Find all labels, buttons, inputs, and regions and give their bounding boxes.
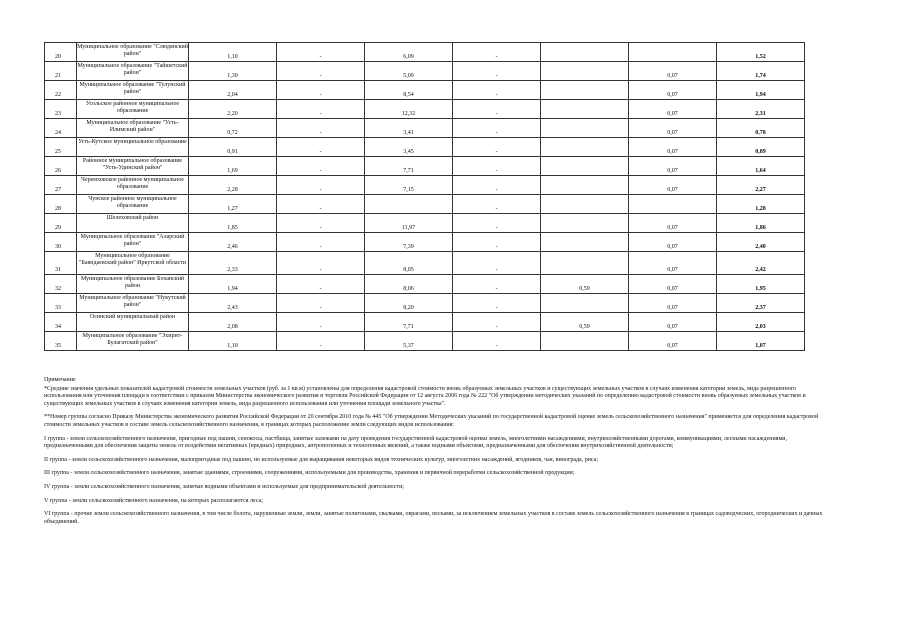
value-cell-5 bbox=[541, 43, 629, 62]
value-cell-2: - bbox=[277, 138, 365, 157]
total-value-cell: 2,37 bbox=[717, 294, 805, 313]
municipality-name-cell: Чунское районное муниципальное образование bbox=[77, 195, 189, 214]
value-cell-5 bbox=[541, 294, 629, 313]
table-row bbox=[45, 138, 805, 157]
value-cell-5 bbox=[541, 138, 629, 157]
table-row bbox=[45, 313, 805, 332]
value-cell-2: - bbox=[277, 100, 365, 119]
value-cell-5: 0,59 bbox=[541, 275, 629, 294]
municipality-name-cell: Осинский муниципальный район bbox=[77, 313, 189, 332]
total-value-cell: 1,64 bbox=[717, 157, 805, 176]
value-cell-4: - bbox=[453, 81, 541, 100]
row-number-cell: 28 bbox=[45, 195, 77, 214]
row-number-cell: 30 bbox=[45, 233, 77, 252]
municipality-name-cell: Черемховское районное муниципальное образование bbox=[77, 176, 189, 195]
municipality-name-cell: Усть-Кутское муниципальное образование bbox=[77, 138, 189, 157]
value-cell-6: 0,07 bbox=[629, 100, 717, 119]
value-cell-3: 3,45 bbox=[365, 138, 453, 157]
value-cell-5 bbox=[541, 157, 629, 176]
total-value-cell: 1,86 bbox=[717, 214, 805, 233]
table-row bbox=[45, 214, 805, 233]
municipality-name-cell: Муниципальное образование "Усть-Илимский район" bbox=[77, 119, 189, 138]
row-number-cell: 31 bbox=[45, 252, 77, 275]
municipality-name-cell: Муниципальное образование "Тайшетский район" bbox=[77, 62, 189, 81]
total-value-cell: 2,31 bbox=[717, 100, 805, 119]
value-cell-4: - bbox=[453, 176, 541, 195]
value-cell-3: 12,32 bbox=[365, 100, 453, 119]
value-cell-3: 7,15 bbox=[365, 176, 453, 195]
value-cell-2: - bbox=[277, 313, 365, 332]
row-number-cell: 25 bbox=[45, 138, 77, 157]
value-cell-3: 7,39 bbox=[365, 233, 453, 252]
value-cell-6: 0,07 bbox=[629, 62, 717, 81]
value-cell-2: - bbox=[277, 275, 365, 294]
group-3-description: III группа - земли сельскохозяйственного назначения, занятые зданиями, строениями, сооружениями, используемыми для производства, хранения и первичной переработки сельскохозяйственной продукции; bbox=[44, 470, 575, 477]
value-cell-3: 6,09 bbox=[365, 43, 453, 62]
municipality-name-cell: Муниципальное образование "Тулунский район" bbox=[77, 81, 189, 100]
municipality-name-cell: Муниципальное образование "Аларский район" bbox=[77, 233, 189, 252]
value-cell-1: 1,94 bbox=[189, 275, 277, 294]
notes-heading: Примечание bbox=[44, 377, 76, 383]
total-value-cell: 1,28 bbox=[717, 195, 805, 214]
value-cell-2: - bbox=[277, 157, 365, 176]
total-value-cell: 0,78 bbox=[717, 119, 805, 138]
table-row bbox=[45, 195, 805, 214]
row-number-cell: 32 bbox=[45, 275, 77, 294]
value-cell-1: 2,43 bbox=[189, 294, 277, 313]
table-row bbox=[45, 119, 805, 138]
total-value-cell: 2,42 bbox=[717, 252, 805, 275]
municipality-name-cell: Муниципальное образование "Эхирит-Булагатский район" bbox=[77, 332, 189, 351]
value-cell-3: 5,09 bbox=[365, 62, 453, 81]
table-row bbox=[45, 157, 805, 176]
notes-section bbox=[44, 377, 834, 532]
row-number-cell: 33 bbox=[45, 294, 77, 313]
value-cell-1: 1,85 bbox=[189, 214, 277, 233]
value-cell-2: - bbox=[277, 62, 365, 81]
value-cell-1: 0,72 bbox=[189, 119, 277, 138]
table-row bbox=[45, 176, 805, 195]
value-cell-4: - bbox=[453, 100, 541, 119]
value-cell-4: - bbox=[453, 138, 541, 157]
row-number-cell: 24 bbox=[45, 119, 77, 138]
municipality-name-cell: Муниципальное образование "Нукутский район" bbox=[77, 294, 189, 313]
value-cell-4: - bbox=[453, 275, 541, 294]
value-cell-5 bbox=[541, 81, 629, 100]
total-value-cell: 1,74 bbox=[717, 62, 805, 81]
value-cell-3: 11,97 bbox=[365, 214, 453, 233]
row-number-cell: 26 bbox=[45, 157, 77, 176]
value-cell-2: - bbox=[277, 252, 365, 275]
value-cell-6: 0,07 bbox=[629, 294, 717, 313]
row-number-cell: 35 bbox=[45, 332, 77, 351]
table-row bbox=[45, 62, 805, 81]
total-value-cell: 2,40 bbox=[717, 233, 805, 252]
value-cell-5 bbox=[541, 233, 629, 252]
note-paragraph-1: *Средние значения удельных показателей кадастровой стоимости земельных участков (руб. за 1 кв.м) установлены для определения кадастровой стоимости вновь образуемых земельных участков и существующих земельных участков в случаях изменения категории земель, вида разрешенного использования или уточнения площади в соответствии с приказом Министерства экономического развития и торговли Российской Федерации от 12 августа 2006 года № 222 "Об утверждении методических указаний по определению кадастровой стоимости вновь образуемых земельных участков и существующих земельных участков в случаях изменения категории земель, вида разрешенного использования или уточнения площади земельного участка". bbox=[44, 385, 806, 407]
municipality-name-cell: Районное муниципальное образование "Усть-Удинский район" bbox=[77, 157, 189, 176]
total-value-cell: 1,07 bbox=[717, 332, 805, 351]
value-cell-6: 0,07 bbox=[629, 81, 717, 100]
value-cell-3: 7,71 bbox=[365, 313, 453, 332]
group-1-description: I группа - земли сельскохозяйственного назначения, пригодные под пашни, сенокосы, пастбища, занятые залежами на дату проведения государственной кадастровой оценки земель, многолетними насаждениями, внутрихозяйственными дорогами, коммуникациями, лесными насаждениями, предназначенными для обеспечения защиты земель от воздействия негативных (вредных) природных, антропогенных и техногенных явлений, а также водными объектами, предназначенными для обеспечения внутрихозяйственной деятельности; bbox=[44, 435, 787, 450]
value-cell-1: 1,69 bbox=[189, 157, 277, 176]
value-cell-4: - bbox=[453, 294, 541, 313]
municipality-name-cell: Усольское районное муниципальное образование bbox=[77, 100, 189, 119]
value-cell-4: - bbox=[453, 62, 541, 81]
value-cell-5 bbox=[541, 100, 629, 119]
table-row bbox=[45, 43, 805, 62]
value-cell-1: 2,08 bbox=[189, 313, 277, 332]
table-body bbox=[45, 43, 805, 351]
value-cell-2: - bbox=[277, 195, 365, 214]
row-number-cell: 29 bbox=[45, 214, 77, 233]
total-value-cell: 1,94 bbox=[717, 81, 805, 100]
value-cell-1: 2,28 bbox=[189, 176, 277, 195]
value-cell-5 bbox=[541, 214, 629, 233]
table-row bbox=[45, 332, 805, 351]
table-row bbox=[45, 233, 805, 252]
value-cell-6: 0,07 bbox=[629, 119, 717, 138]
value-cell-3: 5,37 bbox=[365, 332, 453, 351]
value-cell-4: - bbox=[453, 313, 541, 332]
value-cell-5: 0,59 bbox=[541, 313, 629, 332]
total-value-cell: 1,52 bbox=[717, 43, 805, 62]
row-number-cell: 23 bbox=[45, 100, 77, 119]
value-cell-3: 8,20 bbox=[365, 294, 453, 313]
value-cell-6: 0,07 bbox=[629, 233, 717, 252]
value-cell-3: 8,05 bbox=[365, 252, 453, 275]
value-cell-2: - bbox=[277, 214, 365, 233]
value-cell-4: - bbox=[453, 195, 541, 214]
value-cell-1: 0,91 bbox=[189, 138, 277, 157]
value-cell-5 bbox=[541, 62, 629, 81]
row-number-cell: 34 bbox=[45, 313, 77, 332]
total-value-cell: 2,03 bbox=[717, 313, 805, 332]
value-cell-5 bbox=[541, 119, 629, 138]
value-cell-2: - bbox=[277, 43, 365, 62]
value-cell-4: - bbox=[453, 214, 541, 233]
group-2-description: II группа - земли сельскохозяйственного назначения, малопригодные под пашню, но используемые для выращивания некоторых видов технических культур, многолетних насаждений, ягодников, чая, винограда, риса; bbox=[44, 456, 598, 463]
municipality-name-cell: Муниципальное образование "Слюдянский район" bbox=[77, 43, 189, 62]
value-cell-6: 0,07 bbox=[629, 214, 717, 233]
table-row bbox=[45, 100, 805, 119]
value-cell-6 bbox=[629, 195, 717, 214]
value-cell-5 bbox=[541, 332, 629, 351]
value-cell-4: - bbox=[453, 43, 541, 62]
total-value-cell: 1,95 bbox=[717, 275, 805, 294]
value-cell-2: - bbox=[277, 332, 365, 351]
value-cell-1: 1,27 bbox=[189, 195, 277, 214]
value-cell-6: 0,07 bbox=[629, 275, 717, 294]
value-cell-3 bbox=[365, 195, 453, 214]
cadastral-value-table bbox=[44, 42, 805, 351]
table-row bbox=[45, 81, 805, 100]
group-5-description: V группа - земли сельскохозяйственного назначения, на которых располагаются леса; bbox=[44, 497, 263, 504]
value-cell-1: 2,33 bbox=[189, 252, 277, 275]
value-cell-6 bbox=[629, 43, 717, 62]
value-cell-1: 1,10 bbox=[189, 332, 277, 351]
row-number-cell: 22 bbox=[45, 81, 77, 100]
value-cell-5 bbox=[541, 176, 629, 195]
table-row bbox=[45, 294, 805, 313]
value-cell-6: 0,07 bbox=[629, 313, 717, 332]
group-4-description: IV группа - земли сельскохозяйственного назначения, занятые водными объектами и используемые для предпринимательской деятельности; bbox=[44, 483, 404, 490]
value-cell-6: 0,07 bbox=[629, 138, 717, 157]
value-cell-6: 0,07 bbox=[629, 252, 717, 275]
row-number-cell: 27 bbox=[45, 176, 77, 195]
table-row bbox=[45, 275, 805, 294]
value-cell-3: 8,06 bbox=[365, 275, 453, 294]
group-6-description: VI группа - прочие земли сельскохозяйственного назначения, в том числе болота, нарушенные земли, земли, занятые полигонами, свалками, оврагами, песками, за исключением земельных участков в составе земель сельскохозяйственного назначения в границах садоводческих, огороднических и дачных объединений. bbox=[44, 511, 823, 525]
value-cell-6: 0,07 bbox=[629, 332, 717, 351]
value-cell-2: - bbox=[277, 233, 365, 252]
value-cell-3: 7,71 bbox=[365, 157, 453, 176]
value-cell-5 bbox=[541, 252, 629, 275]
value-cell-6: 0,07 bbox=[629, 157, 717, 176]
value-cell-4: - bbox=[453, 157, 541, 176]
value-cell-2: - bbox=[277, 176, 365, 195]
value-cell-5 bbox=[541, 195, 629, 214]
value-cell-2: - bbox=[277, 81, 365, 100]
value-cell-3: 3,41 bbox=[365, 119, 453, 138]
value-cell-2: - bbox=[277, 294, 365, 313]
municipality-name-cell: Шелеховский район bbox=[77, 214, 189, 233]
table-row bbox=[45, 252, 805, 275]
value-cell-6: 0,07 bbox=[629, 176, 717, 195]
value-cell-1: 1,10 bbox=[189, 43, 277, 62]
row-number-cell: 21 bbox=[45, 62, 77, 81]
value-cell-4: - bbox=[453, 252, 541, 275]
municipality-name-cell: Муниципальное образование "Баяндаевский район" Иркутской области bbox=[77, 252, 189, 275]
value-cell-4: - bbox=[453, 233, 541, 252]
value-cell-1: 1,30 bbox=[189, 62, 277, 81]
total-value-cell: 2,27 bbox=[717, 176, 805, 195]
municipality-name-cell: Муниципальное образование Боханский район bbox=[77, 275, 189, 294]
value-cell-3: 8,54 bbox=[365, 81, 453, 100]
row-number-cell: 20 bbox=[45, 43, 77, 62]
note-paragraph-2: **Номер группы согласно Приказу Министерства экономического развития Российской Федерации от 20 сентября 2010 года № 445 "Об утверждении Методических указаний по государственной кадастровой оценке земель сельскохозяйственного назначения" применяется для определения кадастровой стоимости земельных участков в составе земель сельскохозяйственного назначения, в границах которых расположение земли следующих видов использования: bbox=[44, 414, 819, 428]
value-cell-4: - bbox=[453, 119, 541, 138]
value-cell-4: - bbox=[453, 332, 541, 351]
value-cell-1: 2,04 bbox=[189, 81, 277, 100]
value-cell-1: 2,46 bbox=[189, 233, 277, 252]
total-value-cell: 0,89 bbox=[717, 138, 805, 157]
value-cell-2: - bbox=[277, 119, 365, 138]
value-cell-1: 2,20 bbox=[189, 100, 277, 119]
